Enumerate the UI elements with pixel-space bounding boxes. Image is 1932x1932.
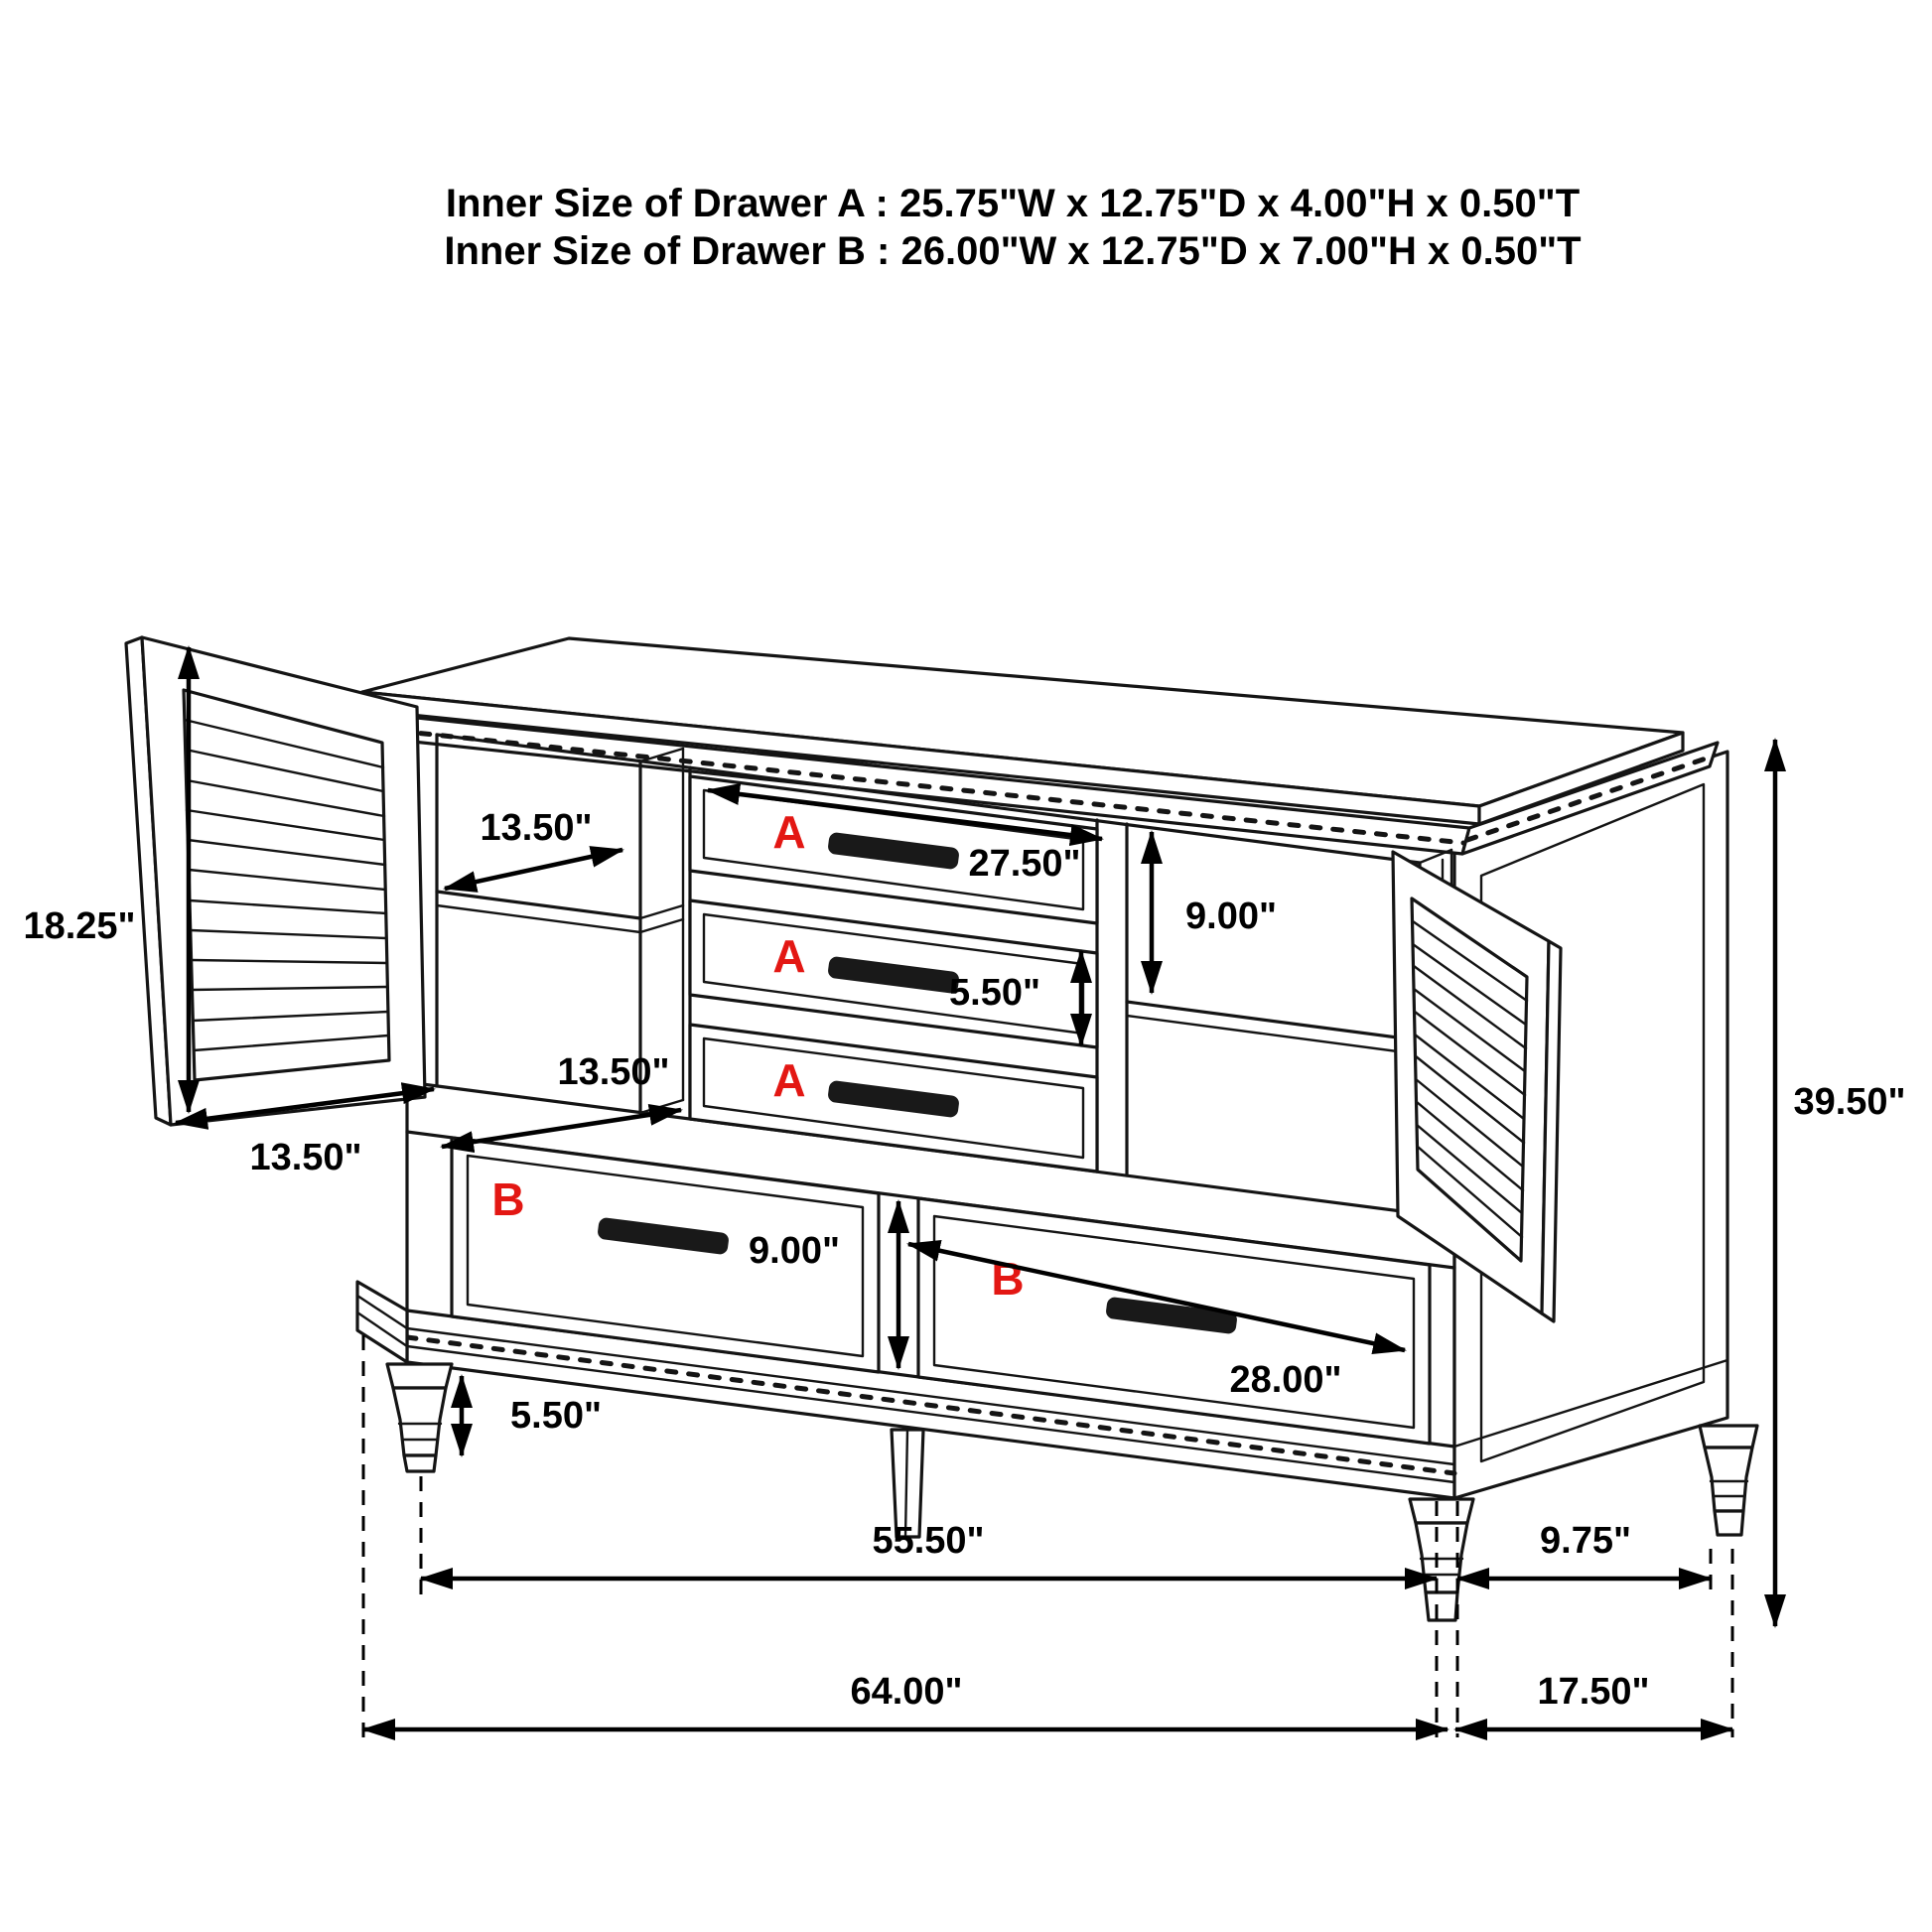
label-drawer-b1: B [491,1173,525,1226]
dim-label: 13.50" [557,1051,670,1094]
left-louver-door [126,637,425,1125]
dim-label: 13.50" [480,807,593,850]
leg-foot [404,1455,436,1471]
title-line-1: Inner Size of Drawer A : 25.75"W x 12.75"D x 4.00"H x 0.50"T [445,182,1581,225]
leg-foot [1715,1511,1743,1535]
dim-label: 18.25" [23,905,136,948]
leg-front-left [387,1364,452,1471]
leg-body [1705,1448,1752,1511]
leg-cap [1410,1499,1473,1523]
dim-label: 5.50" [510,1395,602,1438]
title-block [444,182,1581,273]
leg-front-right [1410,1499,1473,1620]
dim-floor-depth-inner [1457,1520,1711,1579]
dim-label: 39.50" [1793,1081,1906,1124]
dim-floor-width-overall [363,1671,1448,1729]
dim-label: 27.50" [968,843,1081,886]
door-louver-panel [184,690,389,1080]
dim-overall-height [1775,740,1906,1626]
leg-cap [387,1364,452,1388]
dim-label: 55.50" [872,1520,985,1563]
dim-label: 64.00" [850,1671,963,1714]
dim-label: 28.00" [1229,1359,1342,1402]
leg-back-right [1700,1426,1757,1535]
leg-body [393,1388,446,1455]
dim-label: 5.50" [949,972,1040,1015]
dim-label: 9.75" [1540,1520,1631,1563]
label-drawer-b2: B [991,1253,1025,1306]
label-drawer-a1: A [772,806,806,859]
dim-leg-height [462,1376,602,1455]
title-line-2: Inner Size of Drawer B : 26.00"W x 12.75"D x 7.00"H x 0.50"T [444,229,1582,273]
dim-floor-width-inner [421,1520,1437,1579]
label-drawer-a3: A [772,1054,806,1107]
dim-label: 13.50" [249,1137,362,1179]
dim-floor-depth-overall [1455,1671,1732,1729]
leg-cap [1700,1426,1757,1448]
cabinet-drawing [126,637,1757,1620]
dim-label: 9.00" [1185,896,1277,938]
leg-foot [1426,1592,1457,1620]
dim-label: 17.50" [1537,1671,1650,1714]
label-drawer-a2: A [772,930,806,983]
dim-label: 9.00" [749,1230,840,1273]
